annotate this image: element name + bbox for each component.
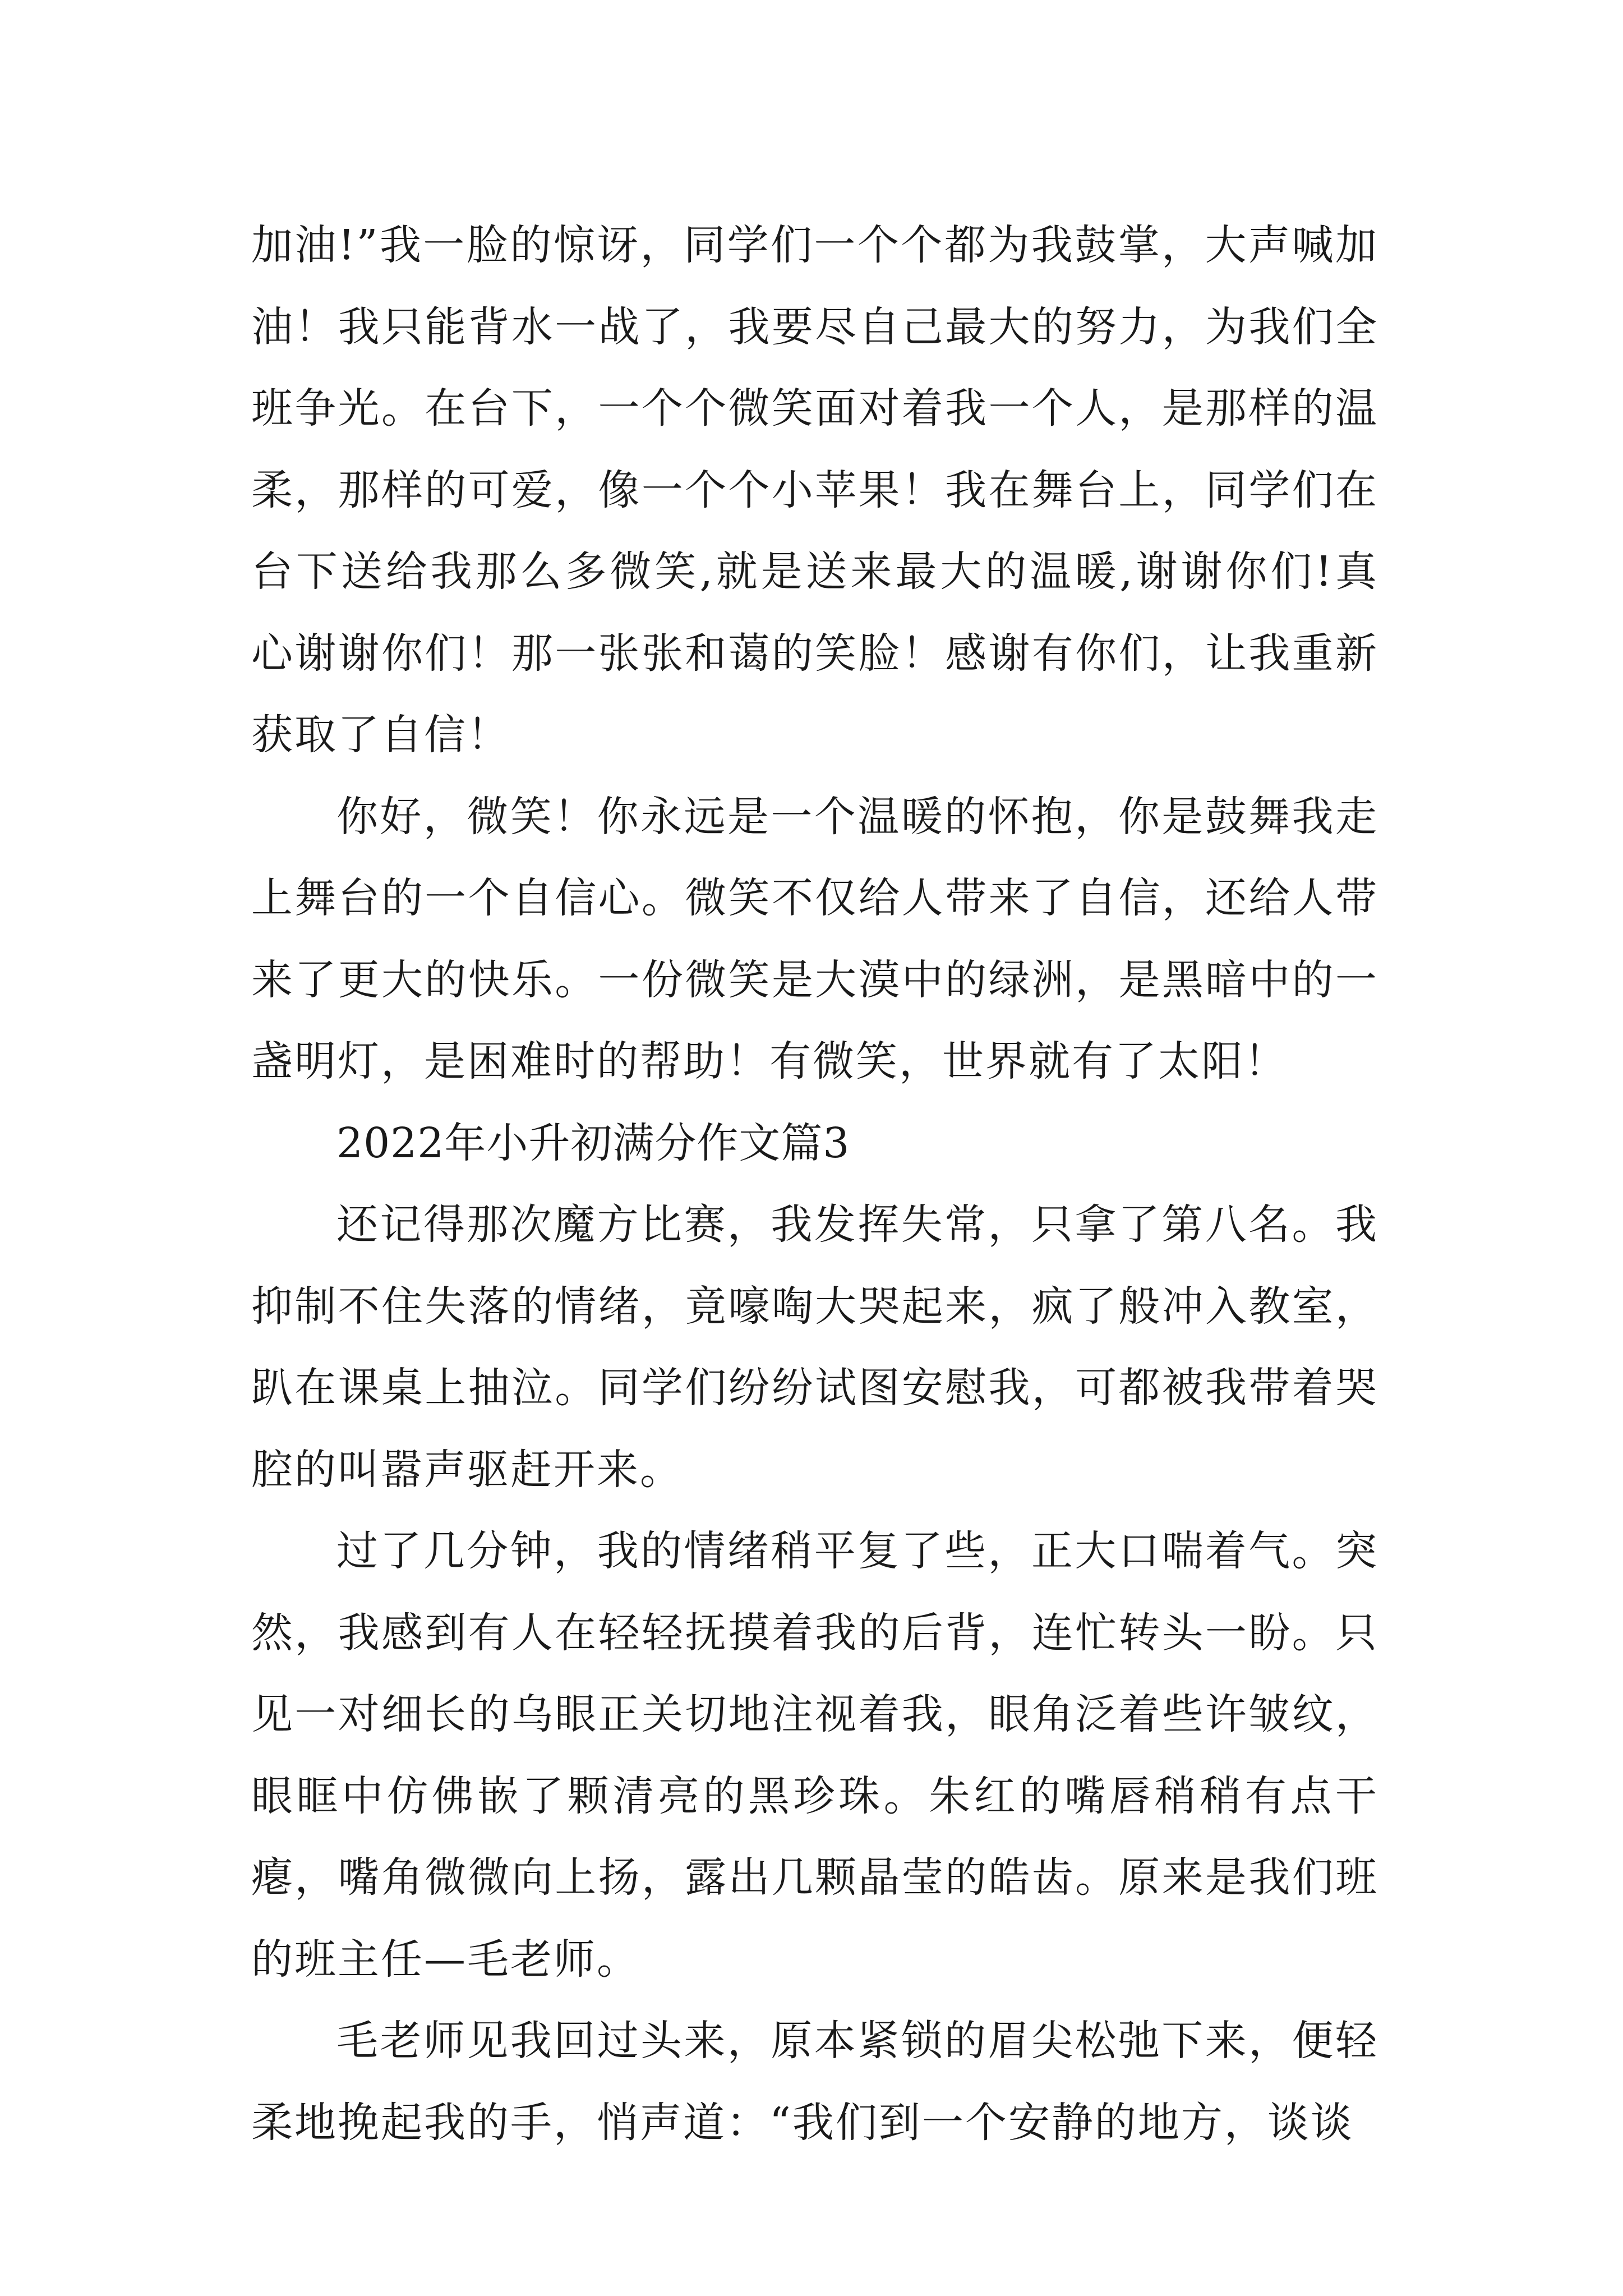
paragraph-teacher-arrives: 过了几分钟，我的情绪稍平复了些，正大口喘着气。突然，我感到有人在轻轻抚摸着我的后背，连忙转头一盼。只见一对细长的乌眼正关切地注视着我，眼角泛着些许皱纹，眼眶中仿佛嵌了颗清亮的黑珍珠。朱红的嘴唇稍稍有点干瘪，嘴角微微向上扬，露出几颗晶莹的皓齿。原来是我们班的班主任—毛老师。 (251, 1527, 1378, 1984)
document-body (251, 205, 1378, 2164)
paragraph-smile: 你好，微笑！你永远是一个温暖的怀抱，你是鼓舞我走上舞台的一个自信心。微笑不仅给人带来了自信，还给人带来了更大的快乐。一份微笑是大漠中的绿洲，是黑暗中的一盏明灯，是困难时的帮助！有微笑，世界就有了太阳！ (251, 792, 1378, 1085)
paragraph-rubiks-contest: 还记得那次魔方比赛，我发挥失常，只拿了第八名。我抑制不住失落的情绪，竟嚎啕大哭起来，疯了般冲入教室，趴在课桌上抽泣。同学们纷纷试图安慰我，可都被我带着哭腔的叫嚣声驱赶开来。 (251, 1200, 1378, 1494)
paragraph-teacher-speaks: 毛老师见我回过头来，原本紧锁的眉尖松弛下来，便轻柔地挽起我的手，悄声道：“我们到一个安静的地方，谈谈 (251, 2017, 1378, 2147)
paragraph-continuation: 加油!”我一脸的惊讶，同学们一个个都为我鼓掌，大声喊加油！我只能背水一战了，我要尽自己最大的努力，为我们全班争光。在台下，一个个微笑面对着我一个人，是那样的温柔，那样的可爱，像一个个小苹果！我在舞台上，同学们在台下送给我那么多微笑,就是送来最大的温暖,谢谢你们!真心谢谢你们！那一张张和蔼的笑脸！感谢有你们，让我重新获取了自信！ (251, 221, 1378, 759)
section-heading: 2022年小升初满分作文篇3 (336, 1119, 850, 1167)
